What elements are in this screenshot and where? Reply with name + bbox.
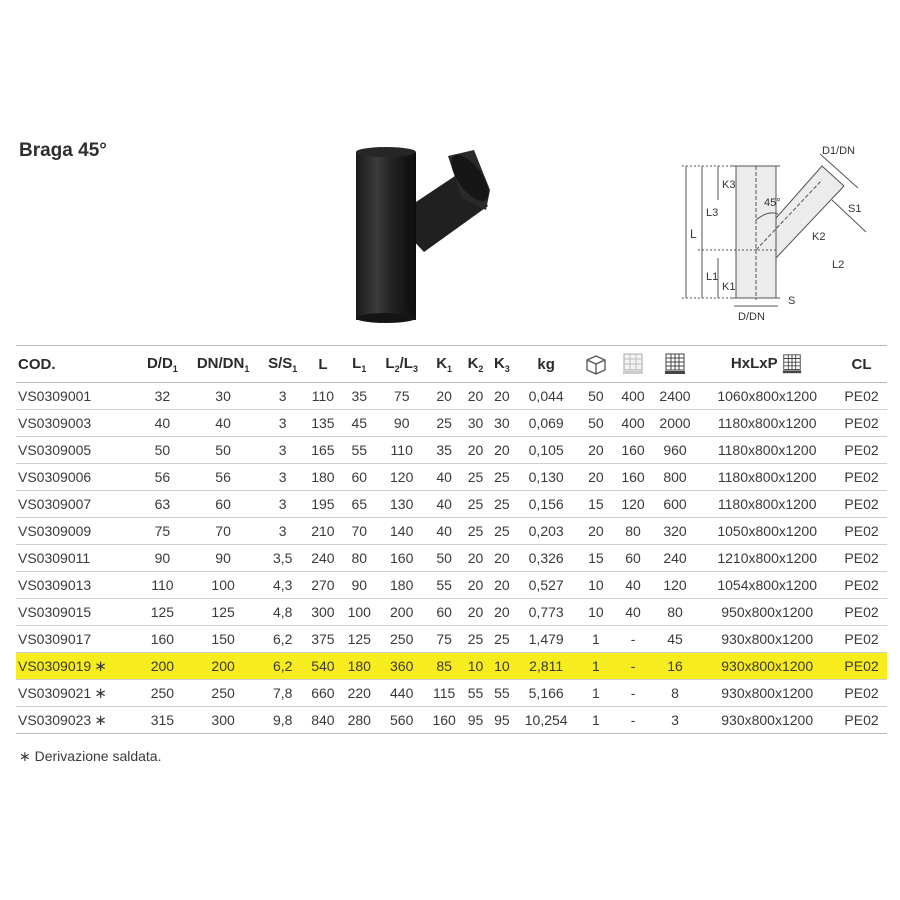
cell-kg: 2,811 (515, 653, 577, 680)
cell-cl: PE02 (836, 410, 887, 437)
cell-l: 165 (305, 437, 341, 464)
footnote-text: Derivazione saldata. (34, 748, 162, 764)
cell-dn: 300 (186, 707, 261, 734)
cell-pallet: 160 (614, 437, 651, 464)
label-k3: K3 (722, 179, 736, 191)
cell-stack: 240 (652, 545, 699, 572)
cell-l1: 35 (341, 383, 377, 410)
cell-box: 10 (577, 572, 614, 599)
cell-k1: 20 (426, 383, 462, 410)
cell-pallet: 80 (614, 518, 651, 545)
cell-l: 240 (305, 545, 341, 572)
product-photo (352, 140, 492, 325)
cell-box: 20 (577, 464, 614, 491)
cell-dn: 100 (186, 572, 261, 599)
cell-code: VS0309013 (16, 572, 139, 599)
cell-k2: 20 (462, 383, 488, 410)
cell-l1: 60 (341, 464, 377, 491)
cell-d: 75 (139, 518, 185, 545)
cell-code: VS0309006 (16, 464, 139, 491)
cell-hlp: 930x800x1200 (698, 626, 836, 653)
col-header-kg: kg (515, 346, 577, 383)
cell-dn: 70 (186, 518, 261, 545)
label-d1dn: D1/DN (822, 145, 856, 157)
cell-kg: 5,166 (515, 680, 577, 707)
cell-l1: 45 (341, 410, 377, 437)
cell-cl: PE02 (836, 491, 887, 518)
cell-s: 3 (261, 383, 305, 410)
cell-k2: 25 (462, 626, 488, 653)
cell-kg: 0,156 (515, 491, 577, 518)
table-row (16, 518, 887, 545)
cell-hlp: 930x800x1200 (698, 653, 836, 680)
cell-l: 135 (305, 410, 341, 437)
table-row (16, 572, 887, 599)
cell-k3: 25 (489, 491, 515, 518)
cell-kg: 0,527 (515, 572, 577, 599)
pallet-stack-icon (781, 353, 803, 375)
cell-k1: 75 (426, 626, 462, 653)
cell-k1: 160 (426, 707, 462, 734)
cell-k1: 85 (426, 653, 462, 680)
cell-box: 1 (577, 626, 614, 653)
cell-k3: 10 (489, 653, 515, 680)
cell-pallet: 400 (614, 383, 651, 410)
cell-l1: 55 (341, 437, 377, 464)
cell-k2: 20 (462, 545, 488, 572)
table-header-row (16, 346, 887, 383)
cell-k3: 20 (489, 383, 515, 410)
label-s: S (788, 295, 796, 307)
col-header-k2: $K_2$ (462, 346, 488, 383)
cell-l: 375 (305, 626, 341, 653)
col-header-hlp: HxLxP (698, 346, 836, 383)
cell-l: 300 (305, 599, 341, 626)
cell-kg: 1,479 (515, 626, 577, 653)
cell-d: 110 (139, 572, 185, 599)
cell-k2: 20 (462, 437, 488, 464)
cell-stack: 960 (652, 437, 699, 464)
cell-box: 10 (577, 599, 614, 626)
label-k1: K1 (722, 281, 736, 293)
cell-cl: PE02 (836, 572, 887, 599)
cell-pallet: 120 (614, 491, 651, 518)
cell-hlp: 1180x800x1200 (698, 464, 836, 491)
cell-dn: 56 (186, 464, 261, 491)
col-header-l2l3: $L_2/L_3$ (377, 346, 426, 383)
cell-l: 110 (305, 383, 341, 410)
cell-code: VS0309001 (16, 383, 139, 410)
cell-s: 6,2 (261, 626, 305, 653)
label-l1: L1 (706, 271, 719, 283)
cell-l23: 360 (377, 653, 426, 680)
cell-hlp: 950x800x1200 (698, 599, 836, 626)
star-icon: ∗ (94, 685, 107, 702)
star-icon: ∗ (94, 658, 107, 675)
cell-l: 210 (305, 518, 341, 545)
cell-pallet: - (614, 680, 651, 707)
cell-cl: PE02 (836, 680, 887, 707)
cell-cl: PE02 (836, 437, 887, 464)
cell-code: VS0309019 ∗ (16, 653, 139, 680)
cell-cl: PE02 (836, 599, 887, 626)
cell-s: 4,8 (261, 599, 305, 626)
cell-pallet: - (614, 626, 651, 653)
cell-s: 4,3 (261, 572, 305, 599)
cell-l23: 250 (377, 626, 426, 653)
cell-cl: PE02 (836, 653, 887, 680)
box-icon (584, 353, 608, 375)
cell-dn: 125 (186, 599, 261, 626)
cell-code: VS0309005 (16, 437, 139, 464)
cell-l23: 560 (377, 707, 426, 734)
cell-k1: 25 (426, 410, 462, 437)
cell-stack: 80 (652, 599, 699, 626)
cell-s: 3 (261, 518, 305, 545)
cell-l23: 75 (377, 383, 426, 410)
cell-k3: 20 (489, 572, 515, 599)
cell-code: VS0309011 (16, 545, 139, 572)
col-header-cl: CL (836, 346, 887, 383)
col-header-k3: $K_3$ (489, 346, 515, 383)
cell-l: 840 (305, 707, 341, 734)
cell-stack: 45 (652, 626, 699, 653)
cell-cl: PE02 (836, 707, 887, 734)
cell-stack: 320 (652, 518, 699, 545)
cell-cl: PE02 (836, 383, 887, 410)
cell-k1: 40 (426, 491, 462, 518)
col-header-d: $D/D_1$ (139, 346, 185, 383)
technical-drawing (672, 140, 872, 330)
cell-s: 3 (261, 437, 305, 464)
cell-stack: 8 (652, 680, 699, 707)
cell-box: 1 (577, 707, 614, 734)
cell-dn: 30 (186, 383, 261, 410)
cell-dn: 150 (186, 626, 261, 653)
table-row (16, 464, 887, 491)
table-row (16, 491, 887, 518)
cell-k3: 25 (489, 626, 515, 653)
cell-stack: 3 (652, 707, 699, 734)
cell-pallet: 40 (614, 599, 651, 626)
cell-l23: 110 (377, 437, 426, 464)
cell-d: 40 (139, 410, 185, 437)
cell-stack: 2000 (652, 410, 699, 437)
spec-table (16, 345, 887, 734)
cell-d: 90 (139, 545, 185, 572)
footnote (19, 748, 161, 765)
cell-l1: 90 (341, 572, 377, 599)
cell-l: 180 (305, 464, 341, 491)
cell-l: 660 (305, 680, 341, 707)
table-row (16, 626, 887, 653)
cell-hlp: 1060x800x1200 (698, 383, 836, 410)
cell-kg: 0,044 (515, 383, 577, 410)
cell-k2: 55 (462, 680, 488, 707)
table-row (16, 653, 887, 680)
cell-k2: 10 (462, 653, 488, 680)
cell-hlp: 930x800x1200 (698, 707, 836, 734)
pallet-stack-icon (663, 352, 687, 376)
cell-hlp: 1180x800x1200 (698, 410, 836, 437)
cell-kg: 0,069 (515, 410, 577, 437)
cell-pallet: 400 (614, 410, 651, 437)
cell-l1: 100 (341, 599, 377, 626)
cell-dn: 90 (186, 545, 261, 572)
cell-d: 315 (139, 707, 185, 734)
cell-k3: 25 (489, 518, 515, 545)
cell-k1: 40 (426, 518, 462, 545)
col-header-l1: $L_1$ (341, 346, 377, 383)
cell-l23: 140 (377, 518, 426, 545)
cell-kg: 0,773 (515, 599, 577, 626)
col-header-pallet (614, 346, 651, 383)
cell-cl: PE02 (836, 545, 887, 572)
cell-cl: PE02 (836, 518, 887, 545)
cell-code: VS0309003 (16, 410, 139, 437)
table-row (16, 410, 887, 437)
cell-k2: 95 (462, 707, 488, 734)
cell-kg: 0,130 (515, 464, 577, 491)
cell-d: 32 (139, 383, 185, 410)
cell-k3: 55 (489, 680, 515, 707)
cell-hlp: 1180x800x1200 (698, 437, 836, 464)
page-title: Braga 45° (19, 140, 107, 161)
cell-box: 20 (577, 518, 614, 545)
cell-l23: 180 (377, 572, 426, 599)
cell-k1: 40 (426, 464, 462, 491)
cell-stack: 2400 (652, 383, 699, 410)
cell-stack: 600 (652, 491, 699, 518)
cell-k1: 60 (426, 599, 462, 626)
cell-stack: 800 (652, 464, 699, 491)
cell-stack: 120 (652, 572, 699, 599)
cell-box: 50 (577, 410, 614, 437)
col-header-k1: $K_1$ (426, 346, 462, 383)
cell-hlp: 930x800x1200 (698, 680, 836, 707)
cell-k3: 25 (489, 464, 515, 491)
label-l: L (690, 227, 697, 241)
label-l3: L3 (706, 207, 719, 219)
cell-dn: 40 (186, 410, 261, 437)
table-row (16, 680, 887, 707)
cell-k2: 25 (462, 491, 488, 518)
cell-s: 6,2 (261, 653, 305, 680)
cell-dn: 250 (186, 680, 261, 707)
cell-l1: 70 (341, 518, 377, 545)
cell-l23: 440 (377, 680, 426, 707)
label-l2: L2 (832, 259, 845, 271)
cell-d: 50 (139, 437, 185, 464)
cell-k1: 35 (426, 437, 462, 464)
cell-code: VS0309007 (16, 491, 139, 518)
cell-s: 7,8 (261, 680, 305, 707)
table-row (16, 599, 887, 626)
col-header-dn: $DN/DN_1$ (186, 346, 261, 383)
cell-l1: 180 (341, 653, 377, 680)
cell-code: VS0309021 ∗ (16, 680, 139, 707)
label-angle: 45° (764, 197, 781, 209)
cell-k3: 95 (489, 707, 515, 734)
cell-d: 63 (139, 491, 185, 518)
cell-code: VS0309023 ∗ (16, 707, 139, 734)
cell-d: 160 (139, 626, 185, 653)
cell-kg: 0,326 (515, 545, 577, 572)
cell-dn: 60 (186, 491, 261, 518)
cell-l23: 130 (377, 491, 426, 518)
table-row (16, 437, 887, 464)
col-header-l: L (305, 346, 341, 383)
cell-l1: 280 (341, 707, 377, 734)
star-icon: ∗ (19, 748, 31, 764)
cell-k2: 20 (462, 572, 488, 599)
cell-d: 125 (139, 599, 185, 626)
cell-pallet: 160 (614, 464, 651, 491)
cell-cl: PE02 (836, 464, 887, 491)
col-header-pallet-stack (652, 346, 699, 383)
cell-box: 15 (577, 491, 614, 518)
label-ddn: D/DN (738, 311, 765, 323)
star-icon: ∗ (94, 712, 107, 729)
cell-l1: 125 (341, 626, 377, 653)
table-row (16, 707, 887, 734)
cell-k2: 25 (462, 464, 488, 491)
cell-pallet: - (614, 707, 651, 734)
label-s1: S1 (848, 203, 862, 215)
cell-hlp: 1210x800x1200 (698, 545, 836, 572)
cell-stack: 16 (652, 653, 699, 680)
cell-hlp: 1050x800x1200 (698, 518, 836, 545)
cell-d: 56 (139, 464, 185, 491)
cell-s: 9,8 (261, 707, 305, 734)
cell-k3: 30 (489, 410, 515, 437)
cell-k2: 25 (462, 518, 488, 545)
cell-s: 3 (261, 464, 305, 491)
cell-pallet: 60 (614, 545, 651, 572)
cell-s: 3 (261, 410, 305, 437)
col-header-box (577, 346, 614, 383)
cell-k1: 55 (426, 572, 462, 599)
cell-l1: 80 (341, 545, 377, 572)
cell-hlp: 1180x800x1200 (698, 491, 836, 518)
cell-s: 3,5 (261, 545, 305, 572)
cell-l23: 120 (377, 464, 426, 491)
cell-l: 195 (305, 491, 341, 518)
cell-dn: 50 (186, 437, 261, 464)
cell-k3: 20 (489, 545, 515, 572)
cell-k2: 20 (462, 599, 488, 626)
cell-k2: 30 (462, 410, 488, 437)
cell-box: 15 (577, 545, 614, 572)
cell-kg: 0,203 (515, 518, 577, 545)
table-row (16, 383, 887, 410)
cell-kg: 0,105 (515, 437, 577, 464)
cell-pallet: - (614, 653, 651, 680)
cell-k1: 50 (426, 545, 462, 572)
cell-kg: 10,254 (515, 707, 577, 734)
cell-code: VS0309017 (16, 626, 139, 653)
cell-l1: 220 (341, 680, 377, 707)
cell-cl: PE02 (836, 626, 887, 653)
label-k2: K2 (812, 231, 826, 243)
cell-k3: 20 (489, 599, 515, 626)
cell-pallet: 40 (614, 572, 651, 599)
col-header-code: COD. (16, 346, 139, 383)
cell-l: 540 (305, 653, 341, 680)
cell-box: 1 (577, 653, 614, 680)
cell-s: 3 (261, 491, 305, 518)
pallet-icon (621, 352, 645, 376)
cell-l23: 90 (377, 410, 426, 437)
table-row (16, 545, 887, 572)
cell-box: 1 (577, 680, 614, 707)
cell-l23: 200 (377, 599, 426, 626)
cell-l23: 160 (377, 545, 426, 572)
cell-k3: 20 (489, 437, 515, 464)
cell-code: VS0309015 (16, 599, 139, 626)
cell-l: 270 (305, 572, 341, 599)
col-header-s: $S/S_1$ (261, 346, 305, 383)
cell-box: 50 (577, 383, 614, 410)
cell-hlp: 1054x800x1200 (698, 572, 836, 599)
cell-dn: 200 (186, 653, 261, 680)
cell-l1: 65 (341, 491, 377, 518)
cell-box: 20 (577, 437, 614, 464)
cell-code: VS0309009 (16, 518, 139, 545)
cell-k1: 115 (426, 680, 462, 707)
cell-d: 200 (139, 653, 185, 680)
cell-d: 250 (139, 680, 185, 707)
